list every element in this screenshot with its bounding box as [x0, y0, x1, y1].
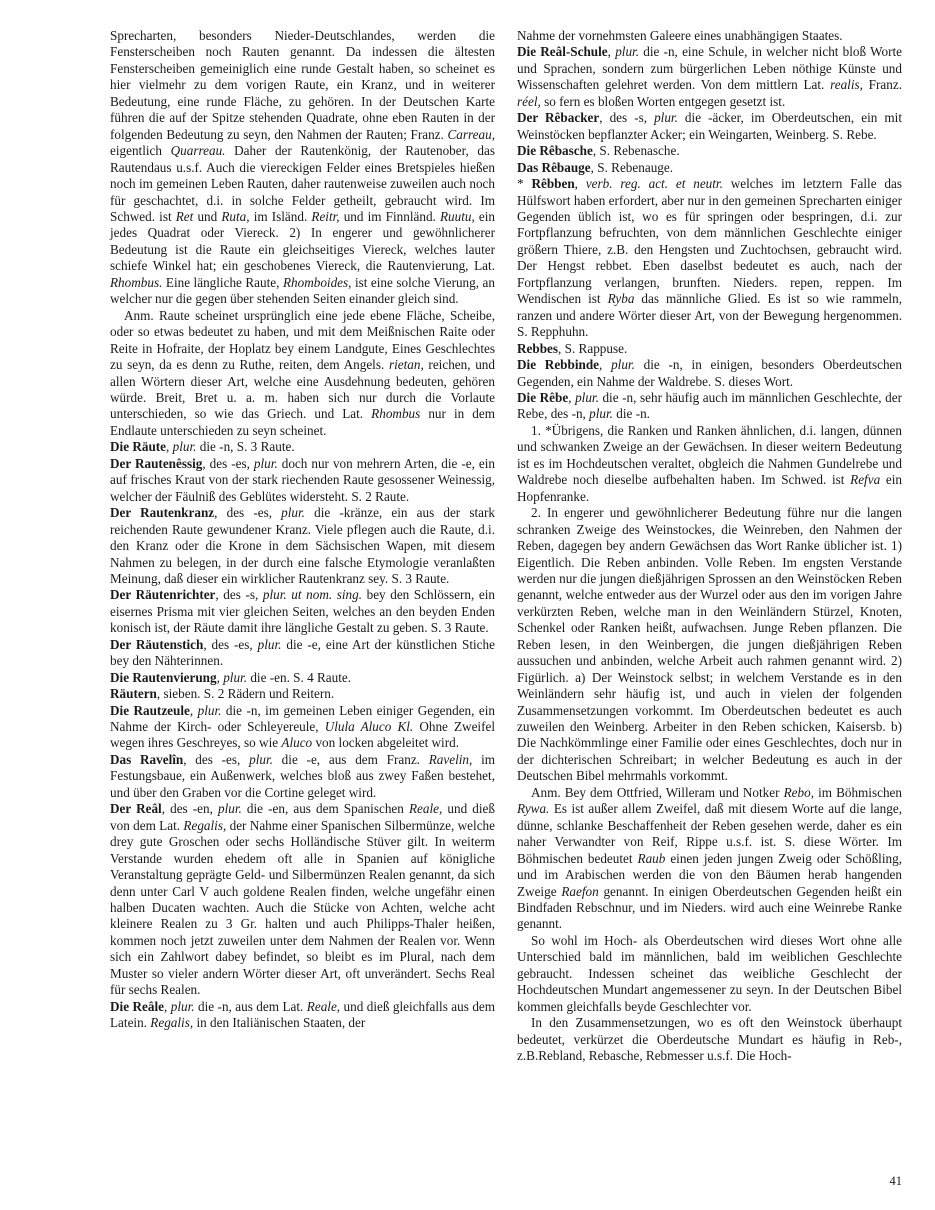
italic-term: Ulula Aluco Kl.: [324, 719, 414, 735]
text-run: einen jeden jungen Zweig oder Schößling, und im Arabischen werden die von den Bäumen herab hangenden Zweige: [517, 850, 902, 899]
text-run: Sprecharten, besonders Nieder-Deutschlandes, werden die Fensterscheiben noch Rauten genannt. Da indessen die ältesten Fensterscheiben gemeiniglich eine runde Gestalt haben, so scheinet es hier vielmehr zu dem vorigen Raute, ein Kranz, und in weiterer Bedeutung, eine runde Fläche, zu gehören. In der Deutschen Karte führen die auf der Spitze stehenden Quadrate, ohne eben Rauten in der folgenden Bedeutung zu seyn, den Nahmen der Rauten; Franz.: [110, 28, 495, 142]
text-run: die -n.: [612, 406, 650, 422]
text-run: Anm. Bey dem Ottfried, Willeram und Notker: [531, 784, 784, 800]
text-run: Daher der Rautenkönig, der Rautenober, das Rautendaus u.s.f. Auch die viereckigen Felder eines Bretspieles hießen noch im gemeinen Leben Rauten, daher rautenweise zuweilen auch noch für geschachtet, d.i. in solche Felder getheilt, gebraucht wird. Im Schwed. ist: [110, 143, 496, 224]
text-run: reichen, und allen Wörtern dieser Art, welche eine Ausdehnung bedeuten, gehören würde. Breit, Bret u. a. m. haben sich nur durch die Vorlaute unterschieden, so wie das Griech. und Lat.: [110, 357, 495, 422]
text-run: und: [193, 208, 222, 224]
dictionary-entry: [517, 44, 902, 110]
text-run: welches im letztern Falle das Hülfswort haben erfordert, aber nur in den gemeinen Sprecharten einiger Gegenden üblich ist, wo es für springen oder bespringen, d.i. zur Fortpflanzung befruchten, von dem männlichen Geschlechte einiger größern Thiere, z.B. den Hengsten und Zuchtochsen, gebraucht wird. Der Hengst rebbet. Eben daselbst bedeutet es auch, nach der Fortpflanzung verlangen, brunften. Nieders. repen, reppen. Im Wendischen ist: [517, 176, 902, 307]
text-run: die -n, S. 3 Raute.: [196, 439, 295, 455]
text-run: , des -s,: [215, 587, 263, 603]
text-run: ,: [166, 439, 173, 455]
italic-term: Rhombus.: [110, 274, 163, 290]
dictionary-entry: [110, 637, 495, 670]
text-paragraph: [517, 423, 902, 505]
dictionary-entry: [110, 587, 495, 636]
text-run: ein Hopfenranke.: [517, 472, 902, 504]
italic-term: plur.: [575, 389, 599, 405]
text-paragraph: [110, 28, 495, 308]
italic-term: plur.: [218, 801, 242, 817]
italic-term: Reale,: [408, 801, 443, 817]
text-run: die -n, aus dem Lat.: [194, 998, 307, 1014]
italic-term: plur.: [172, 439, 197, 455]
text-paragraph: [517, 785, 902, 933]
headword: Die Rêbe: [517, 389, 569, 405]
italic-term: rietan,: [388, 357, 424, 373]
page-number: 41: [889, 1174, 902, 1188]
text-run: Ohne Zweifel wegen ihres Geschreyes, so wie: [110, 719, 495, 751]
italic-term: plur.: [611, 357, 635, 373]
text-run: die -äcker, im Oberdeutschen, ein mit Weinstöcken bepflanzter Acker; ein Weingarten, Weinberg. S. Rebe.: [517, 110, 902, 142]
text-run: So wohl im Hoch- als Oberdeutschen wird dieses Wort ohne alle Unterschied bald im männlichen, bald im weiblichen Geschlechte gebraucht. Indessen scheinet das weibliche Geschlecht der Hochdeutschen Mundart angemessener zu seyn. In der Deutschen Bibel kommen gleichfalls beyde Geschlechter vor.: [517, 932, 902, 1014]
italic-term: Ruta,: [221, 208, 250, 224]
dictionary-entry: [110, 686, 495, 702]
text-run: das männliche Glied. Es ist so wie rammeln, ranzen und andere Wörter dieser Art, von der Bewegung hergenommen. S. Repphuhn.: [517, 291, 902, 340]
italic-term: Raefon: [561, 883, 599, 899]
text-run: Eine längliche Raute,: [162, 274, 283, 290]
headword: Das Rêbauge: [517, 159, 591, 175]
dictionary-entry: [517, 390, 902, 423]
italic-term: réel,: [517, 93, 541, 109]
italic-term: plur.: [589, 406, 613, 422]
text-run: , des -es,: [203, 636, 258, 652]
dictionary-entry: [110, 505, 495, 587]
dictionary-entry: [110, 456, 495, 505]
italic-term: plur.: [197, 702, 222, 718]
italic-term: Rhomboides,: [282, 274, 352, 290]
text-run: so fern es bloßen Worten entgegen gesetzt ist.: [540, 93, 786, 109]
text-run: ein jedes Quadrat oder Viereck. 2) In engerer und gewöhnlicherer Bedeutung ist die Raute ein gleichseitiges Viereck, welches lauter schiefe Winkel hat; ein geschobenes Viereck, die Rautenvierung, Lat.: [110, 208, 496, 274]
text-run: bey den Schlössern, ein eisernes Prisma mit vier gleichen Seiten, welches an den beyden Enden konisch ist, der Räute damit ihre längliche Gestalt zu geben. S. 3 Raute.: [110, 587, 495, 636]
text-run: ,: [568, 389, 576, 405]
text-run: die -en. S. 4 Raute.: [247, 669, 352, 685]
italic-term: plur.: [249, 751, 273, 767]
italic-term: Ruutu,: [439, 208, 475, 224]
text-run: die -kränze, ein aus der stark reichenden Raute gewundener Kranz. Viele pflegen auch die Raute, d.i. den Kranz oder die Krone in dem Sächsischen Wapen, mit diesem Nahmen zu belegen, in der durch eine falsche Etymologie veranlaßten Meinung, daß dieser ein wirklicher Rautenkranz sey. S. 3 Raute.: [110, 505, 495, 586]
text-run: die -n, in einigen, besonders Oberdeutschen Gegenden, ein Nahme der Waldrebe. S. dieses Wort.: [517, 357, 902, 389]
text-run: Nahme der vornehmsten Galeere eines unabhängigen Staates.: [517, 28, 843, 43]
italic-term: plur.: [223, 669, 248, 685]
text-run: , des -es,: [214, 505, 282, 521]
text-run: und dieß gleichfalls aus dem Latein.: [110, 998, 496, 1031]
italic-term: plur.: [615, 44, 640, 60]
text-paragraph: [517, 933, 902, 1015]
headword: Die Reâl-Schule: [517, 44, 608, 60]
text-run: *: [517, 176, 532, 192]
text-run: ,: [599, 357, 612, 373]
dictionary-entry: [110, 999, 495, 1032]
text-run: im Festungsbaue, ein Außenwerk, welches bloß aus zwey Faßen bestehet, und über den Graben vor die Cortine geleget wird.: [110, 751, 496, 800]
text-paragraph: [110, 308, 495, 440]
left-column: [110, 28, 495, 1032]
italic-term: plur.: [257, 636, 282, 652]
italic-term: Ret: [175, 208, 194, 224]
italic-term: Regalis,: [183, 817, 227, 833]
text-run: ist eine solche Vierung, an welcher nur die gegen über stehenden Seiten einander gleich sind.: [110, 274, 495, 307]
text-run: und im Finnländ.: [339, 208, 440, 224]
italic-term: Rywa.: [517, 801, 550, 817]
italic-term: verb. reg. act. et neutr.: [585, 176, 723, 192]
text-run: die -n, eine Schule, in welcher nicht bloß Worte und Sprachen, sondern zum bürgerlichen Leben nöthige Künste und Wissenschaften gelehret werden. Von dem mittlern Lat.: [517, 44, 902, 93]
text-run: von locken abgeleitet wird.: [312, 735, 460, 751]
text-run: , des -es,: [183, 751, 250, 767]
text-run: , S. Rebenasche.: [592, 143, 680, 159]
headword: Der Räutenrichter: [110, 587, 216, 603]
dictionary-entry: [110, 801, 495, 998]
text-run: im Böhmischen: [814, 784, 902, 800]
text-run: eigentlich: [110, 143, 171, 159]
headword: Räutern: [110, 686, 157, 702]
text-run: Es ist außer allem Zweifel, daß mit diesem Worte auf die lange, dünne, schlanke Beschaffenheit der Reben gesehen werde, daher es ein naher Verwandter von Reif, Rippe u.s.f. ist. S. diese Wörter. Im Böhmischen bedeutet: [517, 801, 902, 866]
text-paragraph: [517, 505, 902, 785]
right-column: [517, 28, 902, 1065]
dictionary-entry: [110, 703, 495, 752]
italic-term: plur.: [253, 455, 278, 471]
italic-term: Carreau,: [447, 126, 495, 142]
text-run: die -n, im gemeinen Leben einiger Gegenden, ein Nahme der Kirch- oder Schleyereule,: [110, 702, 495, 735]
text-run: Anm. Raute scheinet ursprünglich eine jede ebene Fläche, Scheibe, oder so etwas bedeutet zu haben, und mit dem Meißnischen Raite oder Reite in Hofraite, der Hoplatz bey einem Landgute, Eines Geschlechtes zu seyn, da es denn zu Ruthe, reiten, dem Angels.: [110, 307, 495, 373]
italic-term: plur.: [281, 505, 305, 521]
text-run: der Nahme einer Spanischen Silbermünze, welche drey gute Groschen oder sechs Holländische Stüver gilt. In weiterm Verstande wurden ehedem oft alle in Spanien auf königliche Veranstaltung geprägte Geld- und Silbermünzen Realen genannt, da sich denn unter Carl V auch goldene Realen finden, welche ungefähr einen halben Ducaten wachten. Auch die Stücke von Achten, welche acht kleinere Realen zu 3 Gr. halten und auch Philipps-Thaler heißen, kommen noch jetzt zuweilen unter dem Nahmen der Realen vor. Wenn sich ein Zahlwort dabey befindet, so bleibt es im Plural, nach dem Muster so vieler andern Wörter dieser Art, oft unverändert. Sechs Real für sechs Realen.: [110, 817, 495, 998]
headword: Das Ravelîn: [110, 751, 184, 767]
italic-term: Rebo,: [783, 784, 814, 800]
text-run: die -en, aus dem Spanischen: [241, 801, 409, 817]
text-run: 1. *Übrigens, die Ranken und Ranken ähnlichen, d.i. langen, dünnen und schwanken Zweige an der Gewächsen. In dieser weitern Bedeutung ist es im Hochdeutschen veraltet, obgleich die Nahmen Gundelrebe und Waldrebe noch dieselbe aufbehalten haben. Im Schwed. ist: [517, 422, 902, 488]
text-run: und dieß von dem Lat.: [110, 801, 495, 833]
headword: Der Reâl: [110, 801, 162, 817]
headword: Rêbben: [531, 176, 575, 192]
text-paragraph: [517, 28, 902, 44]
text-run: nur in dem Endlaute unterschieden zu seyn scheinet.: [110, 406, 496, 438]
headword: Rebbes: [517, 340, 559, 356]
text-run: 2. In engerer und gewöhnlicherer Bedeutung führe nur die langen schranken Zweige des Weinstockes, die Weinreben, den Nahmen der Reben, dagegen bey andern Gewächsen das Wort Ranke üblicher ist. 1) Eigentlich. Die Reben anbinden. Volle Reben. Im engsten Verstande werden nur die jungen dießjährigen Sprossen an den Weinstöcken Reben genannt, welche entweder aus der Wurzel oder aus den im vorigen Jahre verkürzten Reben, welche man in den Weinländern Stürzel, Knoten, Schenkel oder Ranken heißt, aufwachsen. Junge Reben pflanzen. Die Reben lesen, in den Weinbergen, die jungen dießjährigen Reben aussuchen und anbinden, welche Arbeit auch rahmen genannt wird. 2) Figürlich. a) Der Weinstock selbst; in welchem Verstande es in den Weinländern sehr häufig ist, und auch in vielen der folgenden Zusammensetzungen vorkommt. Im Oberdeutschen bedeutet es auch zuweilen den Weinberg. Arbeiter in den Reben schicken, Kaisersb. b) Die Nachkömmlinge einer Familie oder eines Geschlechtes, doch nur in der dichterischen Schreibart; in welcher Bedeutung es auch in der Deutschen Bibel mehrmahls vorkommt.: [517, 505, 902, 784]
headword: Die Rautenvierung: [110, 669, 217, 685]
text-paragraph: [517, 1015, 902, 1064]
headword: Die Rebbinde: [517, 357, 600, 373]
text-run: , sieben. S. 2 Rädern und Reitern.: [156, 686, 335, 702]
italic-term: realis,: [830, 77, 863, 93]
italic-term: Reale,: [306, 998, 341, 1014]
text-run: ,: [163, 998, 171, 1014]
text-run: genannt. In einigen Oberdeutschen Gegenden heißt ein Bindfaden Rebschnur, und im Nieders. wird auch eine Weinrebe Ranke genannt.: [517, 883, 903, 932]
italic-term: Refva: [850, 472, 881, 488]
dictionary-entry: [110, 752, 495, 801]
italic-term: Ravelin,: [428, 751, 473, 767]
text-run: ,: [216, 669, 224, 685]
headword: Die Reâle: [110, 998, 164, 1014]
text-run: im Isländ.: [249, 208, 312, 224]
dictionary-entry: [517, 176, 902, 341]
text-run: , S. Rebenauge.: [590, 159, 674, 175]
dictionary-entry: [110, 670, 495, 686]
text-run: die -e, aus dem Franz.: [272, 751, 429, 767]
italic-term: Quarreau.: [170, 143, 226, 159]
dictionary-entry: [517, 160, 902, 176]
text-run: die -e, eine Art der künstlichen Stiche bey den Nähterinnen.: [110, 636, 495, 669]
text-run: doch nur von mehrern Arten, die -e, ein auf frisches Kraut von der stark riechenden Raute gesossener Weinessig, welcher der Fäulniß des Geblütes widersteht. S. 2 Raute.: [110, 455, 495, 504]
headword: Der Rêbacker: [517, 110, 600, 126]
italic-term: Reitr,: [311, 208, 340, 224]
text-run: ,: [607, 44, 616, 60]
italic-term: plur.: [654, 110, 678, 126]
italic-term: plur.: [170, 998, 195, 1014]
headword: Die Rêbasche: [517, 143, 593, 159]
text-run: , des -en,: [161, 801, 218, 817]
text-run: ,: [189, 702, 198, 718]
dictionary-entry: [517, 357, 902, 390]
italic-term: Rhombus: [371, 406, 421, 422]
dictionary-entry: [517, 143, 902, 159]
headword: Der Rautenêssig: [110, 455, 203, 471]
headword: Der Räutenstich: [110, 636, 204, 652]
italic-term: Ryba: [607, 291, 635, 307]
dictionary-entry: [110, 439, 495, 455]
dictionary-entry: [517, 110, 902, 143]
text-run: In den Zusammensetzungen, wo es oft den Weinstock überhaupt bedeutet, verkürzet die Oberdeutsche Mundart es häufig in Reb-, z.B.Rebland, Rebasche, Rebmesser u.s.f. Die Hoch-: [517, 1015, 902, 1064]
italic-term: plur. ut nom. sing.: [262, 587, 363, 603]
headword: Die Rautzeule: [110, 702, 190, 718]
headword: Der Rautenkranz: [110, 505, 215, 521]
text-run: ,: [574, 176, 586, 192]
italic-term: Aluco: [281, 735, 313, 751]
dictionary-entry: [517, 341, 902, 357]
text-run: in den Italiänischen Staaten, der: [193, 1015, 366, 1031]
text-run: Franz.: [862, 77, 902, 93]
text-run: die -n, sehr häufig auch im männlichen Geschlechte, der Rebe, des -n,: [517, 389, 903, 422]
italic-term: Raub: [637, 850, 666, 866]
italic-term: Regalis,: [150, 1015, 194, 1031]
headword: Die Räute: [110, 439, 167, 455]
text-run: , S. Rappuse.: [558, 340, 628, 356]
text-run: , des -s,: [599, 110, 655, 126]
text-run: , des -es,: [202, 455, 254, 471]
